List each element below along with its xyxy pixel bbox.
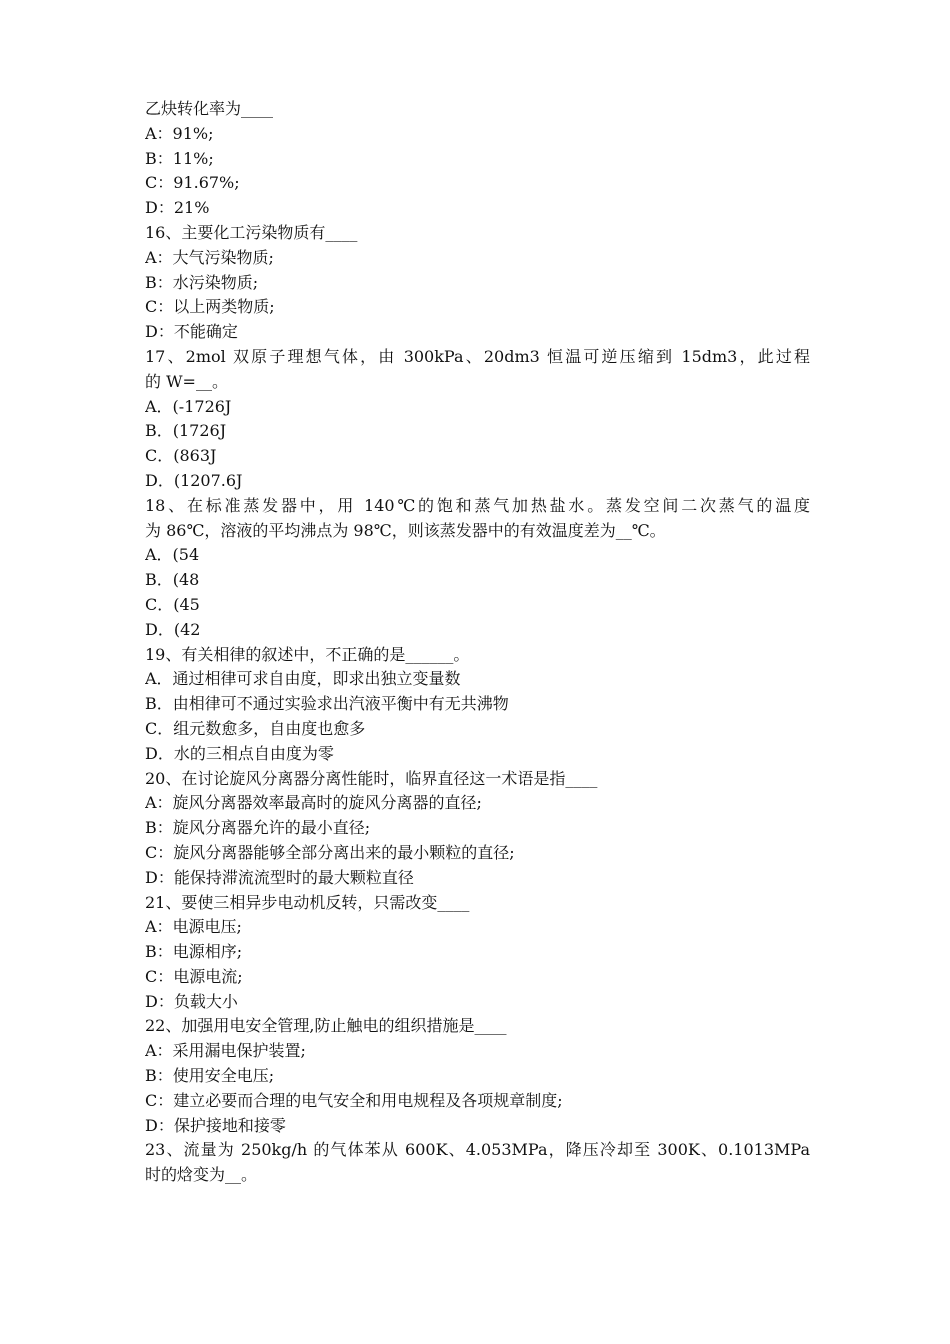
document-body xyxy=(145,97,810,1188)
option-a: A．(-1726J xyxy=(145,396,232,416)
option-a: A．通过相律可求自由度，即求出独立变量数 xyxy=(145,669,461,689)
question-18-line-1: 18、在标准蒸发器中，用 140℃的饱和蒸气加热盐水。蒸发空间二次蒸气的温度 xyxy=(145,495,810,515)
option-a: A：电源电压; xyxy=(145,917,242,937)
option-d: D．(1207.6J xyxy=(145,470,243,490)
option-b: B．由相律可不通过实验求出汽液平衡中有无共沸物 xyxy=(145,694,509,714)
question-21: 21、要使三相异步电动机反转，只需改变____ xyxy=(145,892,470,912)
option-b: B．(1726J xyxy=(145,421,227,441)
option-c: C：建立必要而合理的电气安全和用电规程及各项规章制度; xyxy=(145,1090,563,1110)
option-d: D：不能确定 xyxy=(145,322,238,342)
question-23-line-1: 23、流量为 250kg/h 的气体苯从 600K、4.053MPa，降压冷却至 300K、0.1013MPa xyxy=(145,1140,810,1160)
question-18-line-2: 为 86℃，溶液的平均沸点为 98℃，则该蒸发器中的有效温度差为__℃。 xyxy=(145,520,666,540)
option-b: B：11%; xyxy=(145,148,214,168)
question-20: 20、在讨论旋风分离器分离性能时，临界直径这一术语是指____ xyxy=(145,768,598,788)
option-c: C：旋风分离器能够全部分离出来的最小颗粒的直径; xyxy=(145,842,515,862)
question-22: 22、加强用电安全管理,防止触电的组织措施是____ xyxy=(145,1016,507,1036)
option-c: C．组元数愈多，自由度也愈多 xyxy=(145,718,366,738)
option-d: D：负载大小 xyxy=(145,991,238,1011)
option-d: D．(42 xyxy=(145,619,201,639)
option-a: A．(54 xyxy=(145,545,200,565)
option-c: C．(45 xyxy=(145,594,200,614)
option-c: C：以上两类物质; xyxy=(145,297,275,317)
option-d: D：能保持滞流流型时的最大颗粒直径 xyxy=(145,867,414,887)
option-d: D：21% xyxy=(145,198,210,218)
question-15-continuation: 乙炔转化率为____ xyxy=(145,99,274,118)
question-17-line-2: 的 W=__。 xyxy=(145,371,228,391)
option-c: C．(863J xyxy=(145,446,217,466)
option-a: A：大气污染物质; xyxy=(145,247,274,267)
question-17-line-1: 17、2mol 双原子理想气体，由 300kPa、20dm3 恒温可逆压缩到 15dm3，此过程 xyxy=(145,346,810,366)
option-d: D．水的三相点自由度为零 xyxy=(145,743,334,763)
question-23-line-2: 时的焓变为__。 xyxy=(145,1165,258,1185)
option-c: C：电源电流; xyxy=(145,966,243,986)
option-b: B：水污染物质; xyxy=(145,272,259,292)
option-a: A：91%; xyxy=(145,123,214,143)
option-a: A：采用漏电保护装置; xyxy=(145,1041,306,1061)
option-b: B．(48 xyxy=(145,570,200,590)
option-a: A：旋风分离器效率最高时的旋风分离器的直径; xyxy=(145,793,482,813)
option-b: B：电源相序; xyxy=(145,942,243,962)
option-b: B：旋风分离器允许的最小直径; xyxy=(145,818,371,838)
option-d: D：保护接地和接零 xyxy=(145,1115,286,1135)
question-16: 16、主要化工污染物质有____ xyxy=(145,222,358,242)
option-c: C：91.67%; xyxy=(145,173,240,193)
question-19: 19、有关相律的叙述中，不正确的是______。 xyxy=(145,644,470,664)
option-b: B：使用安全电压; xyxy=(145,1066,275,1086)
